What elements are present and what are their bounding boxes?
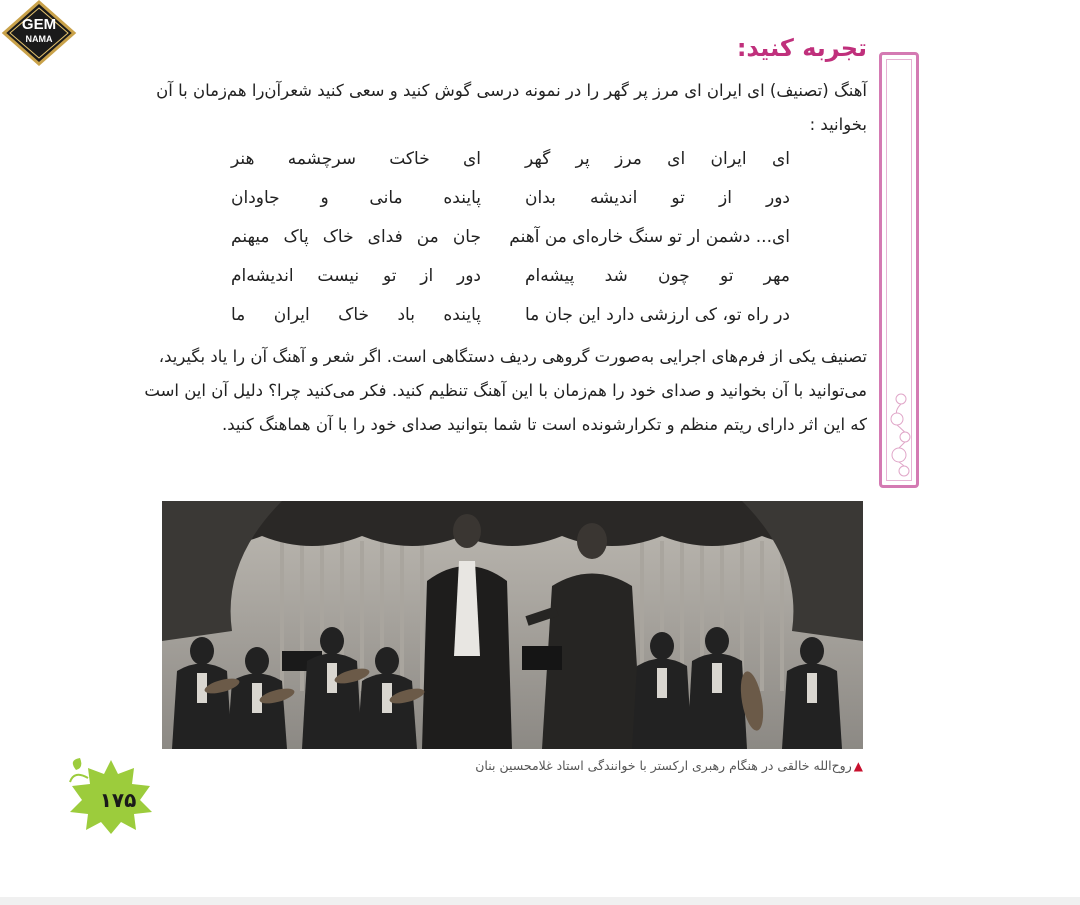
section-heading: تجربه کنید: [736,34,867,62]
poem-line: جان من فدای خاک پاک میهنم [231,227,481,247]
bottom-divider [0,897,1080,905]
body-paragraph: تصنیف یکی از فرم‌های اجرایی به‌صورت گروهی ردیف دستگاهی است. اگر شعر و آهنگ آن را یاد بگیرید، می‌توانید با آن بخوانید و صدای خود را هم‌زمان با این آهنگ تنظیم کنید. فکر می‌کنید چرا؟ دلیل آن این است که این اثر دارای ریتم منظم و تکرارشونده است تا شما بتوانید صدای خود را با آن هماهنگ کنید. [144,347,867,434]
page-number: ۱۷۵ [99,788,137,812]
poem-column-right [509,140,790,335]
poem-line: ای ایران ای مرز پر گهر [525,149,790,169]
intro-paragraph: آهنگ (تصنیف) ای ایران ای مرز پر گهر را در نمونه درسی گوش کنید و سعی کنید شعرآن‌را هم‌زمان با آن بخوانید : [156,81,867,134]
gemnama-logo [0,0,78,66]
orchestra-photo [162,501,863,749]
poem-line: دور از تو نیست اندیشه‌ام [231,266,481,286]
side-frame-decoration [879,52,919,488]
poem-line: در راه تو، کی ارزشی دارد این جان ما [525,305,790,325]
poem-line: مهر تو چون شد پیشه‌ام [525,266,790,286]
poem-line: ای... دشمن ار تو سنگ خاره‌ای من آهنم [509,227,790,247]
photo-caption [475,758,863,773]
floral-ornament-icon [888,389,914,479]
logo-text-bottom: NAMA [25,34,53,44]
triangle-marker-icon: ▲ [853,759,863,773]
poem-line: پاینده مانی و جاودان [231,188,481,208]
poem-line: ای خاکت سرچشمه هنر [231,149,481,169]
logo-text-top: GEM [21,16,57,33]
caption-text: روح‌الله خالقی در هنگام رهبری ارکستر با خوانندگی استاد غلامحسین بنان [475,758,852,773]
poem-column-left [231,140,481,335]
poem-line: پاینده باد خاک ایران ما [231,305,481,325]
poem-line: دور از تو اندیشه بدان [525,188,790,208]
